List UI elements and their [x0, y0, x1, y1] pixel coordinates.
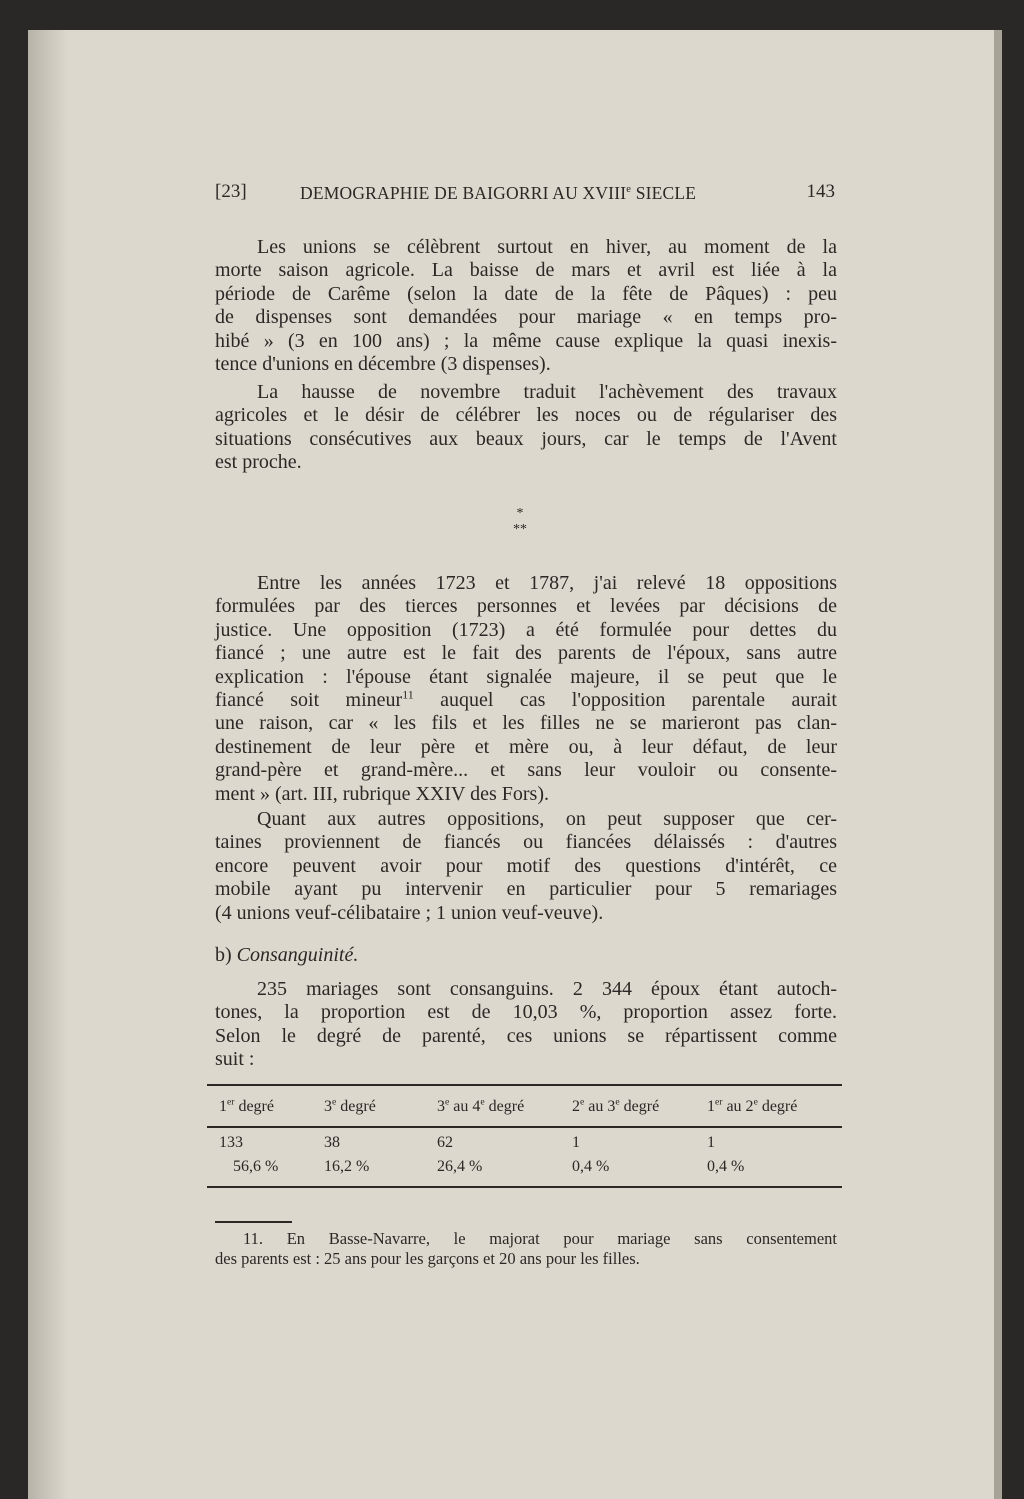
- paragraph: [215, 978, 837, 1072]
- text-line: formulées par des tierces personnes et levées par décisions de: [215, 595, 837, 618]
- text-line: Quant aux autres oppositions, on peut supposer que cer-: [257, 808, 837, 830]
- paragraph: [215, 808, 837, 925]
- footnote-line: 11. En Basse-Navarre, le majorat pour mariage sans consentement: [243, 1229, 837, 1248]
- text-line: fiancé soit mineur$^{11}$ auquel cas l'opposition parentale aurait: [215, 687, 837, 711]
- text-line: situations consécutives aux beaux jours, car le temps de l'Avent: [215, 427, 837, 450]
- text-line: destinement de leur père et mère ou, à leur défaut, de leur: [215, 735, 837, 758]
- column-header: 3e degré: [324, 1096, 376, 1115]
- title-sup: e: [626, 184, 632, 196]
- text-line: morte saison agricole. La baisse de mars et avril est liée à la: [215, 259, 837, 282]
- paragraph: [215, 381, 837, 475]
- text-line: agricoles et le désir de célébrer les noces ou de régulariser des: [215, 404, 837, 427]
- chapter-number: [23]: [215, 181, 247, 202]
- text-line: 235 mariages sont consanguins. 2 344 époux étant autoch-: [257, 978, 837, 1000]
- count-cell: 38: [324, 1134, 340, 1151]
- percent-cell: 16,2 %: [324, 1158, 370, 1175]
- table-header-row: [207, 1086, 842, 1126]
- section-label: b): [215, 944, 237, 966]
- text-line: tence d'unions en décembre (3 dispenses).: [215, 352, 551, 375]
- section-separator: [500, 506, 540, 538]
- column-header: 3e au 4e degré: [437, 1096, 525, 1115]
- column-header: 2e au 3e degré: [572, 1096, 660, 1115]
- text-line: mobile ayant pu intervenir en particulier pour 5 remariages: [215, 878, 837, 901]
- text-line: encore peuvent avoir pour motif des questions d'intérêt, ce: [215, 854, 837, 877]
- section-heading: [215, 944, 358, 967]
- paragraph: [215, 236, 837, 376]
- text-line: (4 unions veuf-célibataire ; 1 union veuf-veuve).: [215, 901, 604, 924]
- count-cell: 1: [707, 1134, 715, 1151]
- paragraph: [215, 572, 837, 806]
- column-header: 1er au 2e degré: [707, 1096, 798, 1115]
- text-line: suit :: [215, 1048, 255, 1071]
- running-header: [215, 181, 835, 207]
- table-body-row: [207, 1128, 842, 1186]
- text-line: justice. Une opposition (1723) a été formulée pour dettes du: [215, 618, 837, 641]
- percent-cell: 0,4 %: [707, 1158, 745, 1175]
- text-line: La hausse de novembre traduit l'achèvement des travaux: [257, 381, 837, 403]
- text-line: Les unions se célèbrent surtout en hiver, au moment de la: [257, 236, 837, 258]
- text-line: tones, la proportion est de 10,03 %, proportion assez forte.: [215, 1001, 837, 1024]
- title-main: DEMOGRAPHIE DE BAIGORRI AU XVIII: [300, 183, 627, 203]
- text-line: ment » (art. III, rubrique XXIV des Fors).: [215, 782, 549, 805]
- page-gutter: [28, 30, 68, 1499]
- percent-cell: 0,4 %: [572, 1158, 610, 1175]
- text-line: une raison, car « les fils et les filles ne se marieront pas clan-: [215, 712, 837, 735]
- percent-cell: 56,6 %: [233, 1158, 279, 1175]
- text-line: fiancé ; une autre est le fait des parents de l'époux, sans autre: [215, 642, 837, 665]
- column-header: 1er degré: [219, 1096, 274, 1115]
- page-edge: [994, 30, 1002, 1499]
- percent-cell: 26,4 %: [437, 1158, 483, 1175]
- count-cell: 62: [437, 1134, 453, 1151]
- table-rule-bottom: [207, 1186, 842, 1188]
- consanguinity-table: [207, 1084, 842, 1188]
- text-line: de dispenses sont demandées pour mariage « en temps pro-: [215, 306, 837, 329]
- title-end: SIECLE: [631, 183, 697, 203]
- count-cell: 133: [219, 1134, 243, 1151]
- separator-bottom: **: [513, 522, 527, 537]
- text-line: est proche.: [215, 451, 302, 474]
- page-number: 143: [806, 181, 835, 202]
- count-cell: 1: [572, 1134, 580, 1151]
- text-line: Selon le degré de parenté, ces unions se répartissent comme: [215, 1024, 837, 1047]
- separator-top: *: [516, 506, 524, 521]
- footnote: [215, 1229, 837, 1268]
- text-line: explication : l'épouse étant signalée majeure, il se peut que le: [215, 665, 837, 688]
- text-line: taines proviennent de fiancés ou fiancées délaissés : d'autres: [215, 831, 837, 854]
- text-line: période de Carême (selon la date de la fête de Pâques) : peu: [215, 282, 837, 305]
- footnote-line: des parents est : 25 ans pour les garçons et 20 ans pour les filles.: [215, 1248, 640, 1268]
- footnote-rule: [215, 1221, 292, 1223]
- text-line: Entre les années 1723 et 1787, j'ai relevé 18 oppositions: [257, 572, 837, 594]
- footnote-reference[interactable]: 11: [402, 687, 414, 702]
- text-line: hibé » (3 en 100 ans) ; la même cause explique la quasi inexis-: [215, 329, 837, 352]
- section-title: Consanguinité.: [236, 944, 359, 966]
- text-line: grand-père et grand-mère... et sans leur vouloir ou consente-: [215, 759, 837, 782]
- running-title: [300, 183, 696, 204]
